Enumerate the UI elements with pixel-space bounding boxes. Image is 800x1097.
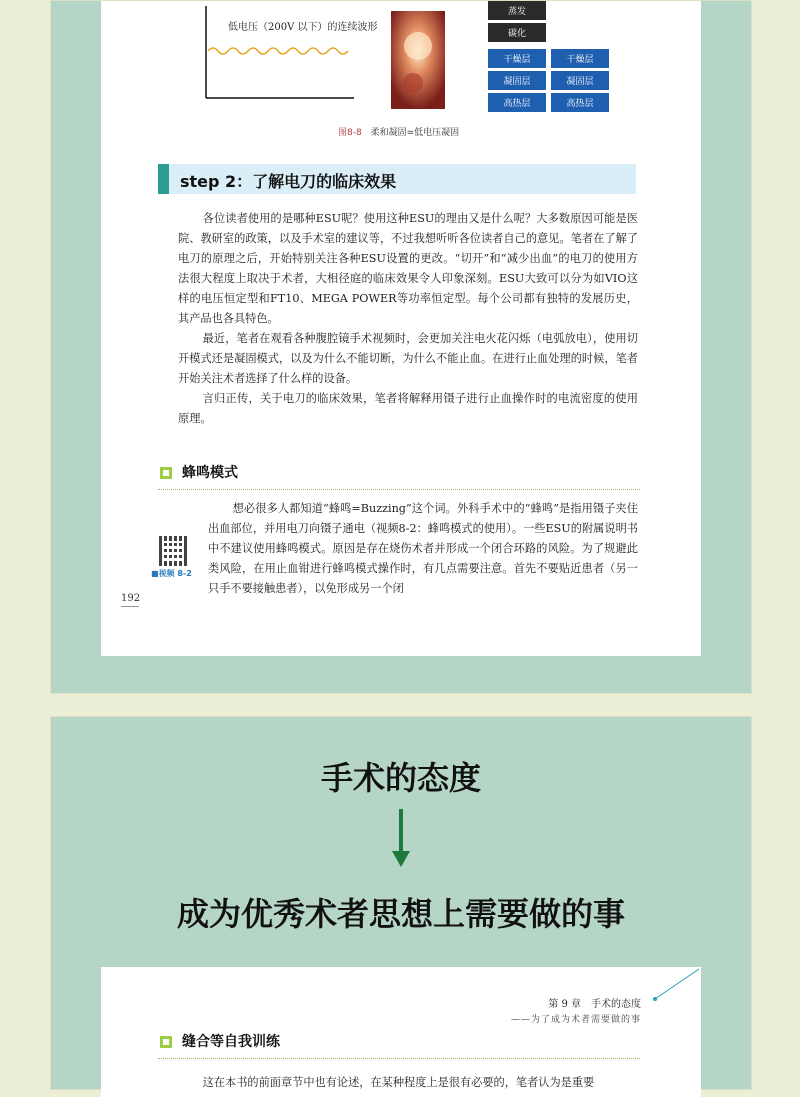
label-dry-layer: 干燥层 bbox=[551, 49, 609, 68]
tissue-photo bbox=[391, 11, 445, 109]
paragraph: 最近，笔者在观看各种腹腔镜手术视频时，会更加关注电火花闪烁（电弧放电），使用切开模式还是凝固模式，以及为什么不能切断，为什么不能止血。在进行止血处理的时候，笔者开始关注术者选择了什么样的设备。 bbox=[178, 332, 638, 385]
video-link[interactable]: ■视频 8-2 bbox=[151, 569, 192, 578]
label-coag-layer: 凝固层 bbox=[551, 71, 609, 90]
figure-caption-text: 柔和凝固=低电压凝固 bbox=[370, 128, 460, 138]
section-body bbox=[208, 499, 638, 599]
banner-title-bottom: 成为优秀术者思想上需要做的事 bbox=[176, 895, 625, 933]
down-arrow-head-icon bbox=[392, 851, 410, 867]
label-dry-layer: 干燥层 bbox=[488, 49, 546, 68]
step-heading bbox=[158, 164, 636, 194]
body-text bbox=[178, 209, 638, 429]
qr-code-icon[interactable] bbox=[159, 536, 189, 566]
figure-caption bbox=[338, 125, 459, 138]
banner-panel bbox=[50, 716, 752, 1090]
next-book-page bbox=[101, 967, 701, 1097]
page-number: 192 bbox=[121, 593, 139, 607]
partial-text bbox=[178, 1073, 648, 1097]
chapter-header bbox=[511, 995, 641, 1025]
section-heading-text: 蜂鸣模式 bbox=[182, 465, 238, 481]
down-arrow-icon bbox=[399, 809, 403, 854]
top-panel bbox=[50, 0, 752, 694]
label-heat-layer: 高热层 bbox=[551, 93, 609, 112]
paragraph: 言归正传，关于电刀的临床效果，笔者将解释用镊子进行止血操作时的电流密度的使用原理。 bbox=[178, 392, 638, 425]
banner-title-top: 手术的态度 bbox=[320, 759, 481, 797]
waveform-chart bbox=[204, 1, 354, 101]
label-coag-layer: 凝固层 bbox=[488, 71, 546, 90]
section-bullet-icon bbox=[160, 467, 172, 479]
label-carbonization: 碳化 bbox=[488, 23, 546, 42]
book-page bbox=[101, 1, 701, 656]
section-bullet-icon bbox=[160, 1036, 172, 1048]
paragraph: 想必很多人都知道“蜂鸣=Buzzing”这个词。外科手术中的“蜂鸣”是指用镊子夹住出血部位，并用电刀向镊子通电（视频8-2：蜂鸣模式的使用）。一些ESU的附属说明书中不建议使用蜂鸣模式。原因是存在烧伤术者并形成一个闭合环路的风险。为了规避此类风险，在用止血钳进行蜂鸣模式操作时，有几点需要注意。首先不要贴近患者（另一只手不要接触患者），以免形成另一个闭 bbox=[208, 502, 638, 595]
corner-decoration bbox=[641, 967, 701, 1007]
chapter-subtitle: ——为了成为术者需要做的事 bbox=[510, 1015, 641, 1025]
next-section-heading-text: 缝合等自我训练 bbox=[182, 1034, 280, 1050]
figure-number: 图8-8 bbox=[338, 128, 362, 138]
label-heat-layer: 高热层 bbox=[488, 93, 546, 112]
paragraph: 各位读者使用的是哪种ESU呢？使用这种ESU的理由又是什么呢？大多数原因可能是医院、教研室的政策，以及手术室的建议等，不过我想听听各位读者自己的意见。笔者在了解了电刀的原理之后，开始特别关注各种ESU设置的更改。“切开”和“减少出血”的电刀的使用方法很大程度上取决于术者，大相径庭的临床效果令人印象深刻。ESU大致可以分为如VIO这样的电压恒定型和FT10、MEGA POWER等功率恒定型。每个公司都有独特的发展历史，其产品也各具特色。 bbox=[178, 212, 638, 325]
step-accent-bar bbox=[158, 164, 169, 194]
chapter-title: 第 9 章 手术的态度 bbox=[548, 999, 641, 1010]
next-section-heading bbox=[158, 1030, 640, 1059]
step-heading-text: step 2：了解电刀的临床效果 bbox=[180, 172, 397, 191]
paragraph: 这在本书的前面章节中也有论述，在某种程度上是很有必要的，笔者认为是重要 bbox=[202, 1076, 595, 1089]
section-heading bbox=[158, 461, 640, 490]
label-evaporation: 蒸发 bbox=[488, 1, 546, 20]
waveform-title: 低电压（200V 以下）的连续波形 bbox=[228, 22, 378, 33]
